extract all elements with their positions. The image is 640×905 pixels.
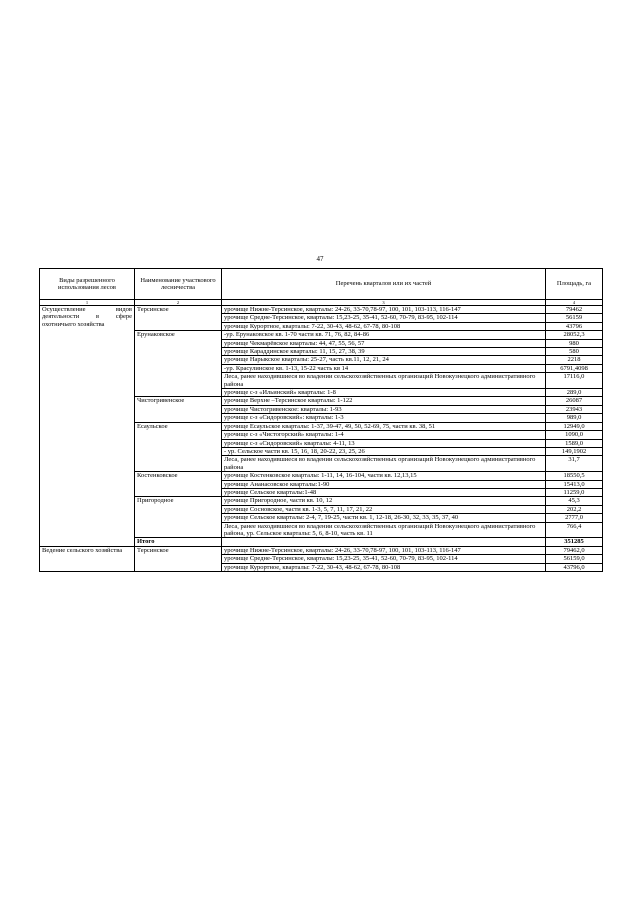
quarters-cell: урочище Пригородное, части кв. 10, 12 [222,497,546,505]
forestry-cell: Ерунаковское [135,331,222,397]
quarters-cell: - ур. Сельское части кв. 15, 16, 18, 20-22, 23, 25, 26 [222,447,546,455]
forestry-cell: Костенковское [135,472,222,497]
area-cell: 28052,3 [546,331,603,339]
quarters-cell: урочище с-з «Сидоровский» кварталы: 4-11, 13 [222,439,546,447]
area-cell: 289,0 [546,389,603,397]
area-cell: 56159,0 [546,555,603,563]
quarters-cell: урочище Средне-Терсинское, кварталы: 15,23-25, 35-41, 52-60, 70-79, 83-95, 102-114 [222,555,546,563]
area-cell: 1589,0 [546,439,603,447]
quarters-cell: урочище Чистогривенское: кварталы: 1-93 [222,405,546,413]
quarters-cell: урочище Нижне-Терсинское, кварталы: 24-26, 33-70,78-97, 100, 101, 103-113, 116-147 [222,546,546,554]
table-row [40,546,603,554]
area-cell: 15413,0 [546,480,603,488]
table-body [40,306,603,572]
column-number: 3 [222,300,546,306]
quarters-cell: урочище Сосновское, части кв. 1-3, 5, 7, 11, 17, 21, 22 [222,505,546,513]
area-cell: 202,2 [546,505,603,513]
table-row [40,306,603,314]
use-kind-cell: Ведение сельского хозяйства [40,546,135,571]
area-cell: 26087 [546,397,603,405]
area-cell: 766,4 [546,522,603,538]
quarters-cell: Леса, ранее находившиеся во владении сельскохозяйственных организаций Новокузнецкого административного района [222,373,546,389]
area-cell: 43796,0 [546,563,603,571]
area-cell: 11259,0 [546,488,603,496]
header-quarters: Перечень кварталов или их частей [222,269,546,300]
quarters-cell: Леса, ранее находившиеся во владении сельскохозяйственных организаций Новокузнецкого административного района, ур. Сельское кварталы: 5, 6, 8-10, часть кв. 11 [222,522,546,538]
area-cell: 989,0 [546,414,603,422]
quarters-cell: урочище Средне-Терсинское, кварталы: 15,23-25, 35-41, 52-60, 70-79, 83-95, 102-114 [222,314,546,322]
quarters-cell: урочище Костенковское кварталы: 1-11, 14, 16-104, части кв. 12,13,15 [222,472,546,480]
column-number: 2 [135,300,222,306]
area-cell: 18550,5 [546,472,603,480]
header-forestry: Наименование участкового лесничества [135,269,222,300]
quarters-cell: урочище Курортное, кварталы: 7-22, 30-43, 48-62, 67-78, 80-108 [222,563,546,571]
area-cell: 6791,4098 [546,364,603,372]
forestry-cell: Чистогривенское [135,397,222,422]
forestry-cell: Терсинское [135,306,222,331]
area-cell: 980 [546,339,603,347]
area-cell: 12949,0 [546,422,603,430]
area-cell: 45,3 [546,497,603,505]
quarters-cell: урочище с-з «Сидоровский»: кварталы: 1-3 [222,414,546,422]
quarters-cell: урочище Курортное, кварталы: 7-22, 30-43, 48-62, 67-78, 80-108 [222,322,546,330]
quarters-cell: Леса, ранее находившиеся во владении сельскохозяйственных организаций Новокузнецкого административного района [222,456,546,472]
area-cell: 149,1902 [546,447,603,455]
area-cell: 56159 [546,314,603,322]
area-cell: 2777,0 [546,514,603,522]
forest-use-table [39,268,603,572]
quarters-cell: урочище с-з «Чистогорский» кварталы: 1-4 [222,431,546,439]
quarters-cell: урочище Нарыкское кварталы: 25-27, часть кв.11, 12, 21, 24 [222,356,546,364]
forestry-cell: Пригородное [135,497,222,538]
quarters-cell: урочище Верхне –Терсинское кварталы: 1-122 [222,397,546,405]
quarters-cell: урочище Караддинское кварталы: 11, 15, 27, 38, 39 [222,348,546,356]
area-cell: 31,7 [546,456,603,472]
quarters-cell: урочище Сельское кварталы: 2-4, 7, 19-25, части кв. 1, 12-18, 26-30, 32, 33, 35, 37, 40 [222,514,546,522]
area-cell: 79462 [546,306,603,314]
quarters-cell: урочище Сельское кварталы:1-48 [222,488,546,496]
quarters-cell: урочище Ананасовское кварталы:1-90 [222,480,546,488]
area-cell: 79462,0 [546,546,603,554]
header-use-kind: Виды разрешенного использования лесов [40,269,135,300]
forestry-cell: Терсинское [135,546,222,571]
total-value: 351285 [546,538,603,546]
quarters-cell: урочище Нижне-Терсинское, кварталы: 24-26, 33-70,78-97, 100, 101, 103-113, 116-147 [222,306,546,314]
total-empty [222,538,546,546]
quarters-cell: урочище Есаульское кварталы: 1-37, 39-47, 49, 50, 52-69, 75, части кв. 38, 51 [222,422,546,430]
total-label: Итого [135,538,222,546]
quarters-cell: -ур. Красулинское кв. 1-13, 15-22 часть кв 14 [222,364,546,372]
area-cell: 23943 [546,405,603,413]
forestry-cell: Есаульское [135,422,222,471]
column-number: 1 [40,300,135,306]
quarters-cell: урочище Чекмарёвское кварталы: 44, 47, 55, 56, 57 [222,339,546,347]
quarters-cell: урочище с-з «Ильинский» кварталы: 1-8 [222,389,546,397]
quarters-cell: -ур. Ерунаковское кв. 1-70 части кв. 71, 76, 82, 84-86 [222,331,546,339]
area-cell: 2218 [546,356,603,364]
area-cell: 1090,0 [546,431,603,439]
use-kind-cell: Осуществление видов деятельности в сфере охотничьего хозяйства [40,306,135,547]
area-cell: 43796 [546,322,603,330]
page-number: 47 [316,255,324,263]
header-area: Площадь, га [546,269,603,300]
table-header-row [40,269,603,300]
area-cell: 17116,0 [546,373,603,389]
column-number: 4 [546,300,603,306]
area-cell: 580 [546,348,603,356]
